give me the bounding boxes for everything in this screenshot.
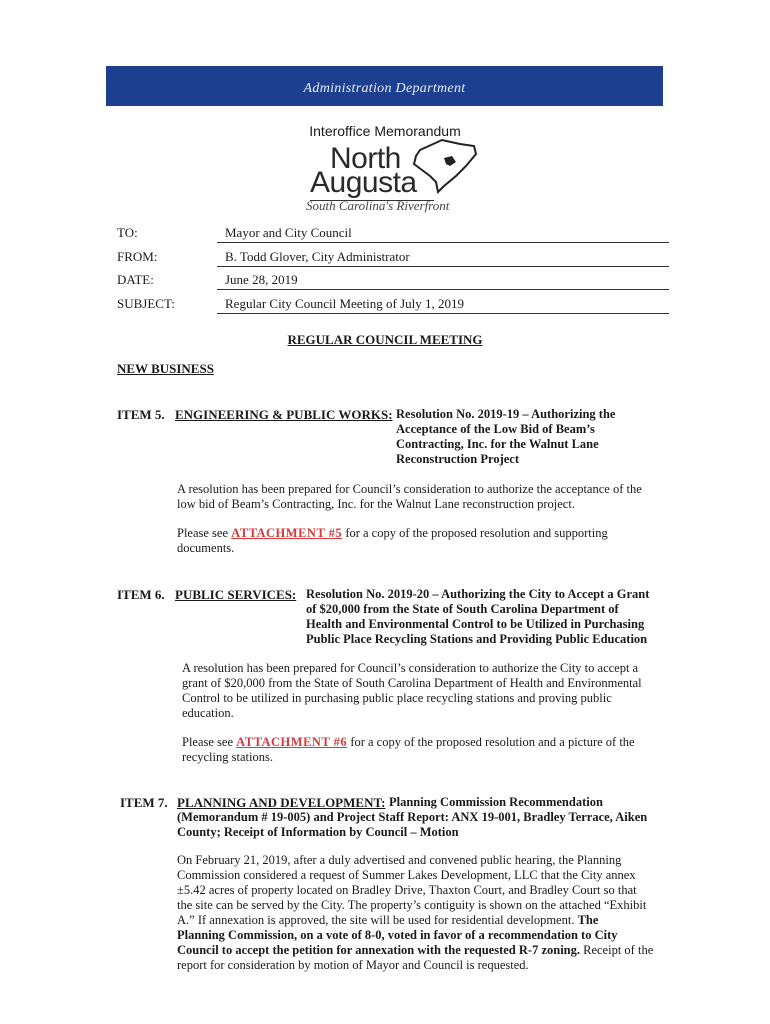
to-value: Mayor and City Council: [225, 225, 352, 240]
item-7-heading: [177, 810, 647, 840]
department-banner: Administration Department: [106, 66, 663, 106]
date-row: [117, 270, 669, 290]
item-5-see-attachment: [177, 526, 608, 556]
body-line: A resolution has been prepared for Council’s consideration to authorize the City to accept a: [182, 661, 639, 675]
body-last-line: report for consideration by motion of Mayor and Council is requested.: [177, 958, 529, 972]
city-logo: [306, 136, 496, 216]
body-line: A.” If annexation is approved, the site will be used for residential development.: [177, 913, 575, 927]
item-7-category: PLANNING AND DEVELOPMENT:: [177, 795, 386, 810]
item-6-see-attachment: [182, 735, 635, 765]
attachment-6-link[interactable]: ATTACHMENT #6: [236, 735, 348, 749]
body-line: education.: [182, 706, 234, 720]
divider: [217, 289, 669, 290]
item-7-heading-first: Planning Commission Recommendation: [389, 795, 603, 809]
heading-line: Resolution No. 2019-19 – Authorizing the: [396, 407, 616, 421]
date-value: June 28, 2019: [225, 272, 298, 287]
from-label: FROM:: [117, 249, 158, 264]
heading-line: Contracting, Inc. for the Walnut Lane: [396, 437, 599, 451]
from-value: B. Todd Glover, City Administrator: [225, 249, 410, 264]
body-line: A resolution has been prepared for Council’s consideration to authorize the acceptance of the: [177, 482, 642, 496]
divider: [217, 313, 669, 314]
body-line: Control to be utilized in purchasing public place recycling stations and proving public: [182, 691, 612, 705]
see-suffix: for a copy of the proposed resolution and supporting: [342, 526, 608, 540]
heading-line: of $20,000 from the State of South Carolina Department of: [306, 602, 619, 616]
body-line: grant of $20,000 from the State of South Carolina Department of Health and Environmental: [182, 676, 642, 690]
subject-label: SUBJECT:: [117, 296, 175, 311]
item-5-number: ITEM 5.: [117, 407, 165, 422]
logo-tagline: South Carolina's Riverfront: [306, 198, 450, 213]
south-carolina-map-icon: [402, 136, 482, 196]
see-prefix: Please see: [177, 526, 232, 540]
item-7-body: [177, 853, 653, 973]
body-line: the site can be served by the City. The property’s contiguity is shown on the attached “Exhibit: [177, 898, 647, 912]
body-line: ±5.42 acres of property located on Bradley Drive, Thaxton Court, and Bradley Court so that: [177, 883, 637, 897]
memo-title: Interoffice Memorandum: [309, 123, 461, 139]
divider: [217, 242, 669, 243]
divider: [217, 266, 669, 267]
body-mixed-plain: Receipt of the: [580, 943, 654, 957]
item-7-number: ITEM 7.: [120, 795, 168, 810]
subject-value: Regular City Council Meeting of July 1, 2019: [225, 296, 465, 311]
section-heading: NEW BUSINESS: [117, 361, 214, 376]
body-bold-line: Planning Commission, on a vote of 8-0, voted in favor of a recommendation to City: [177, 928, 618, 942]
item-6-category: PUBLIC SERVICES:: [175, 587, 297, 602]
logo-north: North: [330, 142, 401, 175]
heading-line: Reconstruction Project: [396, 452, 519, 466]
heading-line: (Memorandum # 19-005) and Project Staff Report: ANX 19-001, Bradley Terrace, Aiken: [177, 810, 648, 824]
heading-line: Acceptance of the Low Bid of Beam’s: [396, 422, 595, 436]
to-label: TO:: [117, 225, 138, 240]
to-row: [117, 223, 669, 243]
body-bold-tail: The: [577, 913, 599, 927]
subject-row: [117, 294, 669, 314]
heading-line: Health and Environmental Control to be Utilized in Purchasing: [306, 617, 645, 631]
see-suffix: for a copy of the proposed resolution and a picture of the: [347, 735, 635, 749]
date-label: DATE:: [117, 272, 154, 287]
item-5-category: ENGINEERING & PUBLIC WORKS:: [175, 407, 393, 422]
item-5-heading: [396, 407, 615, 467]
body-line: Commission considered a request of Summer Lakes Development, LLC that the City annex: [177, 868, 636, 882]
see-line2: documents.: [177, 541, 235, 555]
from-row: [117, 247, 669, 267]
see-prefix: Please see: [182, 735, 237, 749]
item-6-heading: [306, 587, 649, 647]
body-line: low bid of Beam’s Contracting, Inc. for the Walnut Lane reconstruction project.: [177, 497, 575, 511]
logo-augusta: Augusta: [310, 166, 417, 199]
body-mixed-bold: Council to accept the petition for annexation with the requested R-7 zoning.: [177, 943, 580, 957]
item-6-body: [182, 661, 642, 721]
heading-line: Resolution No. 2019-20 – Authorizing the City to Accept a Grant: [306, 587, 650, 601]
item-6-number: ITEM 6.: [117, 587, 165, 602]
attachment-5-link[interactable]: ATTACHMENT #5: [231, 526, 343, 540]
body-line: On February 21, 2019, after a duly advertised and convened public hearing, the Planning: [177, 853, 622, 867]
item-5-body: [177, 482, 642, 512]
see-line2: recycling stations.: [182, 750, 273, 764]
heading-line: Public Place Recycling Stations and Providing Public Education: [306, 632, 648, 646]
meeting-title: REGULAR COUNCIL MEETING: [287, 332, 483, 347]
heading-line: County; Receipt of Information by Council – Motion: [177, 825, 459, 839]
